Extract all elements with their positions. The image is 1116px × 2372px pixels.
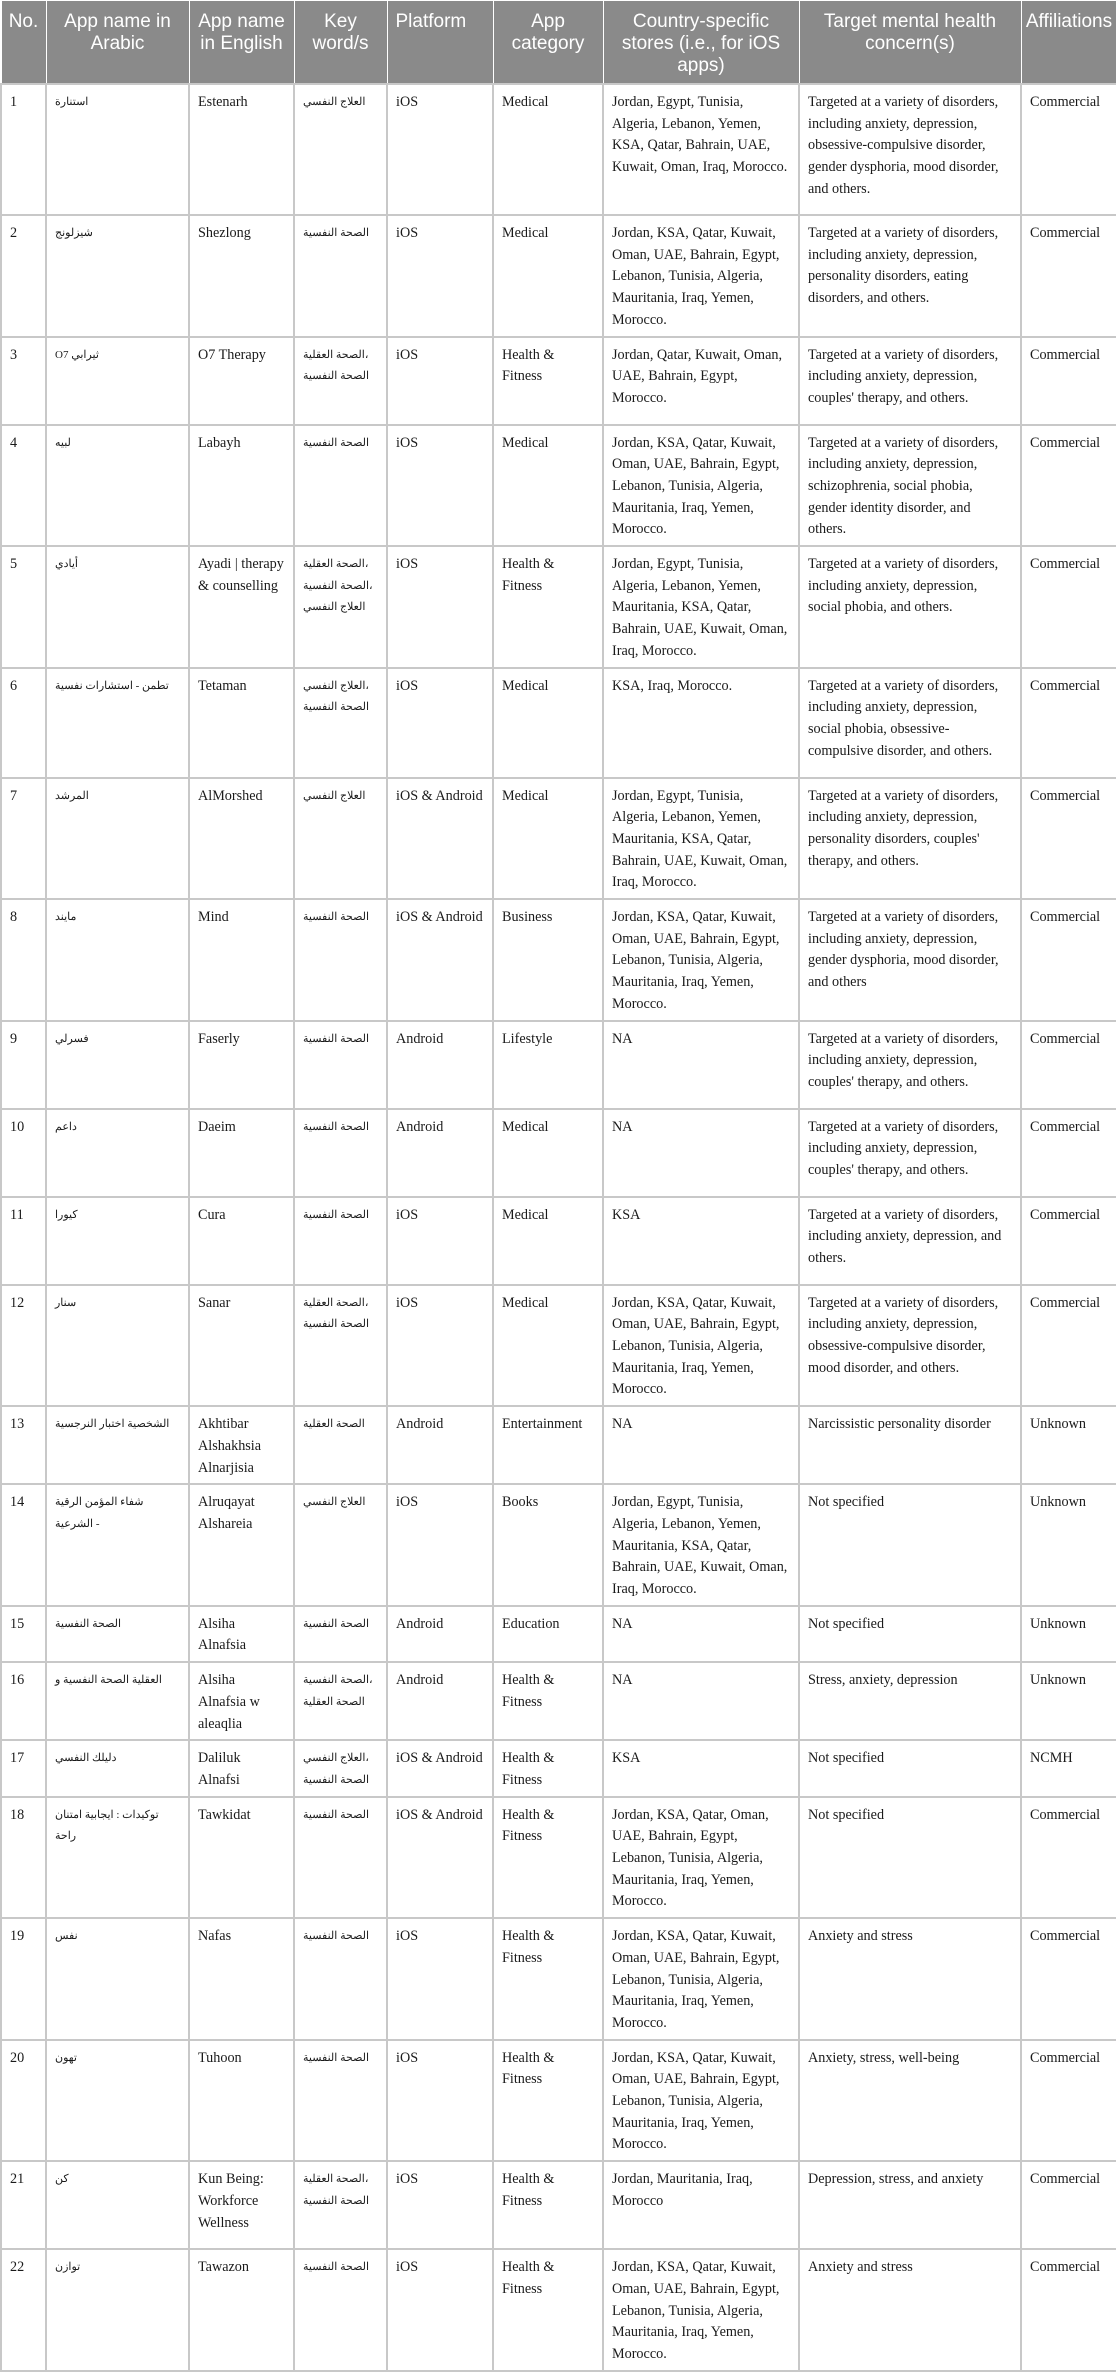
cell-keywords xyxy=(294,215,387,337)
keyword: العلاج النفسي xyxy=(303,96,366,108)
keyword: العلاج النفسي xyxy=(303,601,366,614)
cell-category: Medical xyxy=(493,1109,603,1197)
cell-category: Education xyxy=(493,1606,603,1662)
cell-affiliation: Commercial xyxy=(1021,1918,1116,2040)
keyword: الصحة العقلية، xyxy=(303,2173,369,2186)
cell-english-name: Shezlong xyxy=(189,215,294,337)
cell-platform: iOS xyxy=(387,546,493,668)
cell-stores: Jordan, KSA, Qatar, Kuwait, Oman, UAE, Bahrain, Egypt, Lebanon, Tunisia, Algeria, Mauritania, Iraq, Yemen, Morocco. xyxy=(603,425,799,547)
cell-keywords xyxy=(294,668,387,778)
cell-no: 19 xyxy=(1,1918,46,2040)
cell-target: Targeted at a variety of disorders, including anxiety, depression, and others. xyxy=(799,1197,1021,1285)
table-row xyxy=(1,546,1116,668)
cell-affiliation: Commercial xyxy=(1021,84,1116,215)
cell-no: 21 xyxy=(1,2161,46,2249)
cell-no: 18 xyxy=(1,1797,46,1919)
cell-no: 10 xyxy=(1,1109,46,1197)
cell-english-name: Alruqayat Alshareia xyxy=(189,1484,294,1606)
keyword: الصحة النفسية xyxy=(303,1617,370,1630)
cell-category: Medical xyxy=(493,84,603,215)
cell-no: 20 xyxy=(1,2040,46,2162)
cell-no: 11 xyxy=(1,1197,46,1285)
cell-category: Health & Fitness xyxy=(493,1740,603,1796)
cell-affiliation: Commercial xyxy=(1021,1197,1116,1285)
table-row xyxy=(1,215,1116,337)
table-row xyxy=(1,84,1116,215)
cell-stores: Jordan, Egypt, Tunisia, Algeria, Lebanon, Yemen, KSA, Qatar, Bahrain, UAE, Kuwait, Oman, Iraq, Morocco. xyxy=(603,84,799,215)
cell-keywords xyxy=(294,1406,387,1484)
keyword: الصحة النفسية، xyxy=(303,579,373,592)
cell-arabic-name: شيزلونج xyxy=(46,215,189,337)
cell-target: Targeted at a variety of disorders, including anxiety, depression, couples' therapy, and others. xyxy=(799,1021,1021,1109)
cell-affiliation: Commercial xyxy=(1021,778,1116,900)
table-row xyxy=(1,1484,1116,1606)
cell-stores: Jordan, KSA, Qatar, Kuwait, Oman, UAE, Bahrain, Egypt, Lebanon, Tunisia, Algeria, Mauritania, Iraq, Yemen, Morocco. xyxy=(603,1285,799,1407)
cell-arabic-name: نفس xyxy=(46,1918,189,2040)
table-row xyxy=(1,425,1116,547)
cell-arabic-name: O7 ثيرابي xyxy=(46,337,189,425)
cell-target: Targeted at a variety of disorders, including anxiety, depression, gender dysphoria, mood disorder, and others xyxy=(799,899,1021,1021)
cell-stores: Jordan, KSA, Qatar, Kuwait, Oman, UAE, Bahrain, Egypt, Lebanon, Tunisia, Algeria, Mauritania, Iraq, Yemen, Morocco. xyxy=(603,2040,799,2162)
keyword: الصحة العقلية xyxy=(303,1418,365,1431)
cell-target: Not specified xyxy=(799,1606,1021,1662)
cell-english-name: Faserly xyxy=(189,1021,294,1109)
cell-stores: Jordan, KSA, Qatar, Kuwait, Oman, UAE, Bahrain, Egypt, Lebanon, Tunisia, Algeria, Mauritania, Iraq, Yemen, Morocco. xyxy=(603,899,799,1021)
cell-affiliation: Commercial xyxy=(1021,2040,1116,2162)
cell-keywords xyxy=(294,1662,387,1740)
cell-no: 2 xyxy=(1,215,46,337)
header-keywords: Key word/s xyxy=(294,1,387,85)
cell-arabic-name: أيادي xyxy=(46,546,189,668)
cell-category: Health & Fitness xyxy=(493,1918,603,2040)
keyword: الصحة النفسية xyxy=(303,701,370,714)
header-affiliations: Affiliations xyxy=(1021,1,1116,85)
cell-english-name: Daliluk Alnafsi xyxy=(189,1740,294,1796)
keyword: العلاج النفسي xyxy=(303,789,366,802)
cell-english-name: Mind xyxy=(189,899,294,1021)
cell-target: Anxiety and stress xyxy=(799,2249,1021,2371)
cell-target: Targeted at a variety of disorders, including anxiety, depression, social phobia, and others. xyxy=(799,546,1021,668)
keyword: الصحة النفسية xyxy=(303,370,370,383)
cell-platform: Android xyxy=(387,1606,493,1662)
cell-platform: iOS xyxy=(387,2161,493,2249)
cell-arabic-name: كن xyxy=(46,2161,189,2249)
cell-category: Medical xyxy=(493,778,603,900)
cell-arabic-name: تطمن - استشارات نفسية xyxy=(46,668,189,778)
cell-affiliation: Commercial xyxy=(1021,1797,1116,1919)
cell-category: Lifestyle xyxy=(493,1021,603,1109)
keyword: الصحة العقلية، xyxy=(303,348,369,361)
cell-english-name: Daeim xyxy=(189,1109,294,1197)
cell-no: 1 xyxy=(1,84,46,215)
cell-target: Stress, anxiety, depression xyxy=(799,1662,1021,1740)
cell-keywords xyxy=(294,84,387,215)
cell-platform: iOS xyxy=(387,1918,493,2040)
cell-no: 5 xyxy=(1,546,46,668)
keyword: الصحة النفسية xyxy=(303,436,370,449)
cell-platform: Android xyxy=(387,1406,493,1484)
cell-target: Narcissistic personality disorder xyxy=(799,1406,1021,1484)
cell-target: Not specified xyxy=(799,1797,1021,1919)
cell-arabic-name: توكيدات : ايجابية امتنان راحة xyxy=(46,1797,189,1919)
cell-keywords xyxy=(294,899,387,1021)
cell-english-name: AlMorshed xyxy=(189,778,294,900)
table-row xyxy=(1,1740,1116,1796)
cell-category: Health & Fitness xyxy=(493,2040,603,2162)
cell-target: Depression, stress, and anxiety xyxy=(799,2161,1021,2249)
cell-target: Not specified xyxy=(799,1740,1021,1796)
keyword: الصحة النفسية xyxy=(303,1208,370,1221)
keyword: العلاج النفسي xyxy=(303,1496,366,1509)
cell-platform: iOS xyxy=(387,668,493,778)
cell-affiliation: Commercial xyxy=(1021,215,1116,337)
cell-category: Health & Fitness xyxy=(493,2161,603,2249)
cell-platform: iOS xyxy=(387,2249,493,2371)
cell-english-name: Alsiha Alnafsia xyxy=(189,1606,294,1662)
keyword: الصحة العقلية، xyxy=(303,1296,369,1309)
table-row xyxy=(1,1109,1116,1197)
cell-affiliation: Unknown xyxy=(1021,1662,1116,1740)
cell-keywords xyxy=(294,425,387,547)
cell-platform: iOS & Android xyxy=(387,899,493,1021)
cell-arabic-name: شفاء المؤمن الرقية الشرعية - xyxy=(46,1484,189,1606)
cell-arabic-name: المرشد xyxy=(46,778,189,900)
cell-affiliation: Unknown xyxy=(1021,1606,1116,1662)
cell-category: Business xyxy=(493,899,603,1021)
cell-no: 16 xyxy=(1,1662,46,1740)
cell-english-name: Cura xyxy=(189,1197,294,1285)
cell-stores: Jordan, Egypt, Tunisia, Algeria, Lebanon, Yemen, Mauritania, KSA, Qatar, Bahrain, UAE, Kuwait, Oman, Iraq, Morocco. xyxy=(603,1484,799,1606)
keyword: الصحة النفسية xyxy=(303,2261,370,2274)
cell-no: 15 xyxy=(1,1606,46,1662)
cell-english-name: Tawazon xyxy=(189,2249,294,2371)
cell-arabic-name: مايند xyxy=(46,899,189,1021)
cell-arabic-name: العقلية الصحة النفسية و xyxy=(46,1662,189,1740)
cell-no: 9 xyxy=(1,1021,46,1109)
cell-stores: Jordan, KSA, Qatar, Kuwait, Oman, UAE, Bahrain, Egypt, Lebanon, Tunisia, Algeria, Mauritania, Iraq, Yemen, Morocco. xyxy=(603,1918,799,2040)
cell-category: Health & Fitness xyxy=(493,546,603,668)
cell-affiliation: Commercial xyxy=(1021,1021,1116,1109)
table-row xyxy=(1,1285,1116,1407)
cell-no: 3 xyxy=(1,337,46,425)
keyword: الصحة النفسية xyxy=(303,1773,370,1786)
cell-category: Health & Fitness xyxy=(493,337,603,425)
cell-arabic-name: داعم xyxy=(46,1109,189,1197)
cell-category: Medical xyxy=(493,1197,603,1285)
keyword: الصحة العقلية، xyxy=(303,558,369,571)
cell-platform: iOS xyxy=(387,1197,493,1285)
table-row xyxy=(1,2161,1116,2249)
cell-platform: iOS xyxy=(387,84,493,215)
cell-english-name: Akhtibar Alshakhsia Alnarjisia xyxy=(189,1406,294,1484)
cell-english-name: Estenarh xyxy=(189,84,294,215)
cell-no: 22 xyxy=(1,2249,46,2371)
cell-target: Targeted at a variety of disorders, including anxiety, depression, obsessive-compulsive disorder, gender dysphoria, mood disorder, and others. xyxy=(799,84,1021,215)
cell-platform: iOS xyxy=(387,425,493,547)
cell-affiliation: Commercial xyxy=(1021,546,1116,668)
cell-category: Medical xyxy=(493,215,603,337)
cell-category: Books xyxy=(493,1484,603,1606)
table-row xyxy=(1,1197,1116,1285)
keyword: الصحة النفسية xyxy=(303,1318,370,1331)
cell-no: 7 xyxy=(1,778,46,900)
cell-stores: NA xyxy=(603,1406,799,1484)
cell-target: Targeted at a variety of disorders, including anxiety, depression, couples' therapy, and others. xyxy=(799,1109,1021,1197)
keyword: العلاج النفسي، xyxy=(303,679,369,692)
cell-affiliation: NCMH xyxy=(1021,1740,1116,1796)
cell-affiliation: Commercial xyxy=(1021,668,1116,778)
keyword: الصحة النفسية xyxy=(303,1808,370,1821)
cell-arabic-name: دليلك النفسي xyxy=(46,1740,189,1796)
table-body xyxy=(1,84,1116,2371)
cell-arabic-name: استنارة xyxy=(46,84,189,215)
cell-keywords xyxy=(294,1918,387,2040)
keyword: الصحة النفسية xyxy=(303,2051,370,2064)
table-row xyxy=(1,337,1116,425)
cell-keywords xyxy=(294,2249,387,2371)
cell-english-name: Ayadi | therapy & counselling xyxy=(189,546,294,668)
cell-keywords xyxy=(294,2040,387,2162)
cell-no: 4 xyxy=(1,425,46,547)
header-app-category: App category xyxy=(493,1,603,85)
cell-arabic-name: كيورا xyxy=(46,1197,189,1285)
cell-platform: Android xyxy=(387,1021,493,1109)
cell-arabic-name: الشخصية اختبار النرجسية xyxy=(46,1406,189,1484)
table-row xyxy=(1,1797,1116,1919)
cell-affiliation: Commercial xyxy=(1021,337,1116,425)
header-row xyxy=(1,1,1116,85)
cell-keywords xyxy=(294,1285,387,1407)
cell-platform: iOS xyxy=(387,1285,493,1407)
cell-stores: Jordan, Egypt, Tunisia, Algeria, Lebanon, Yemen, Mauritania, KSA, Qatar, Bahrain, UAE, Kuwait, Oman, Iraq, Morocco. xyxy=(603,778,799,900)
cell-platform: iOS xyxy=(387,2040,493,2162)
cell-platform: iOS & Android xyxy=(387,778,493,900)
cell-keywords xyxy=(294,1197,387,1285)
cell-english-name: Labayh xyxy=(189,425,294,547)
cell-arabic-name: تهون xyxy=(46,2040,189,2162)
cell-no: 14 xyxy=(1,1484,46,1606)
table-row xyxy=(1,899,1116,1021)
header-app-name-arabic: App name in Arabic xyxy=(46,1,189,85)
keyword: الصحة النفسية، xyxy=(303,1674,373,1687)
table-row xyxy=(1,1021,1116,1109)
cell-english-name: Tuhoon xyxy=(189,2040,294,2162)
keyword: الصحة النفسية xyxy=(303,2194,370,2207)
cell-category: Medical xyxy=(493,668,603,778)
cell-platform: Android xyxy=(387,1109,493,1197)
cell-platform: iOS xyxy=(387,337,493,425)
header-app-name-english: App name in English xyxy=(189,1,294,85)
cell-platform: iOS xyxy=(387,1484,493,1606)
cell-platform: iOS & Android xyxy=(387,1740,493,1796)
cell-stores: NA xyxy=(603,1109,799,1197)
cell-keywords xyxy=(294,546,387,668)
cell-keywords xyxy=(294,1606,387,1662)
cell-category: Health & Fitness xyxy=(493,1662,603,1740)
header-platform: Platform xyxy=(387,1,493,85)
keyword: الصحة النفسية xyxy=(303,1930,370,1943)
cell-english-name: Tetaman xyxy=(189,668,294,778)
cell-stores: Jordan, KSA, Qatar, Kuwait, Oman, UAE, Bahrain, Egypt, Lebanon, Tunisia, Algeria, Mauritania, Iraq, Yemen, Morocco. xyxy=(603,215,799,337)
table-row xyxy=(1,1406,1116,1484)
keyword: الصحة النفسية xyxy=(303,1120,370,1133)
cell-platform: iOS & Android xyxy=(387,1797,493,1919)
cell-english-name: Nafas xyxy=(189,1918,294,2040)
keyword: الصحة العقلية xyxy=(303,1695,365,1708)
cell-category: Medical xyxy=(493,1285,603,1407)
cell-affiliation: Commercial xyxy=(1021,425,1116,547)
cell-stores: KSA, Iraq, Morocco. xyxy=(603,668,799,778)
cell-keywords xyxy=(294,2161,387,2249)
cell-keywords xyxy=(294,1021,387,1109)
table-row xyxy=(1,668,1116,778)
keyword: الصحة النفسية xyxy=(303,911,370,924)
cell-category: Health & Fitness xyxy=(493,2249,603,2371)
cell-affiliation: Commercial xyxy=(1021,2249,1116,2371)
cell-category: Health & Fitness xyxy=(493,1797,603,1919)
cell-stores: Jordan, Mauritania, Iraq, Morocco xyxy=(603,2161,799,2249)
cell-stores: Jordan, KSA, Qatar, Oman, UAE, Bahrain, Egypt, Lebanon, Tunisia, Algeria, Mauritania, Iraq, Yemen, Morocco. xyxy=(603,1797,799,1919)
cell-arabic-name: الصحة النفسية xyxy=(46,1606,189,1662)
cell-keywords xyxy=(294,1109,387,1197)
keyword: الصحة النفسية xyxy=(303,227,370,239)
cell-english-name: Sanar xyxy=(189,1285,294,1407)
table-row xyxy=(1,1606,1116,1662)
cell-target: Anxiety, stress, well-being xyxy=(799,2040,1021,2162)
cell-english-name: O7 Therapy xyxy=(189,337,294,425)
cell-stores: KSA xyxy=(603,1197,799,1285)
header-country-stores: Country-specific stores (i.e., for iOS apps) xyxy=(603,1,799,85)
cell-target: Anxiety and stress xyxy=(799,1918,1021,2040)
cell-english-name: Tawkidat xyxy=(189,1797,294,1919)
header-no: No. xyxy=(1,1,46,85)
cell-arabic-name: توازن xyxy=(46,2249,189,2371)
cell-target: Targeted at a variety of disorders, including anxiety, depression, couples' therapy, and others. xyxy=(799,337,1021,425)
cell-keywords xyxy=(294,337,387,425)
cell-target: Targeted at a variety of disorders, including anxiety, depression, schizophrenia, social phobia, gender identity disorder, and others. xyxy=(799,425,1021,547)
cell-target: Targeted at a variety of disorders, including anxiety, depression, social phobia, obsessive-compulsive disorder, and others. xyxy=(799,668,1021,778)
cell-no: 12 xyxy=(1,1285,46,1407)
cell-affiliation: Commercial xyxy=(1021,1285,1116,1407)
cell-arabic-name: فسرلي xyxy=(46,1021,189,1109)
cell-keywords xyxy=(294,1484,387,1606)
table-row xyxy=(1,1918,1116,2040)
keyword: الصحة النفسية xyxy=(303,1032,370,1045)
cell-stores: NA xyxy=(603,1662,799,1740)
table-row xyxy=(1,778,1116,900)
cell-no: 8 xyxy=(1,899,46,1021)
cell-stores: NA xyxy=(603,1021,799,1109)
cell-keywords xyxy=(294,778,387,900)
cell-english-name: Kun Being: Workforce Wellness xyxy=(189,2161,294,2249)
cell-affiliation: Commercial xyxy=(1021,2161,1116,2249)
cell-arabic-name: سنار xyxy=(46,1285,189,1407)
cell-affiliation: Commercial xyxy=(1021,1109,1116,1197)
cell-affiliation: Commercial xyxy=(1021,899,1116,1021)
cell-target: Targeted at a variety of disorders, including anxiety, depression, obsessive-compulsive disorder, mood disorder, and others. xyxy=(799,1285,1021,1407)
table-row xyxy=(1,1662,1116,1740)
cell-affiliation: Unknown xyxy=(1021,1484,1116,1606)
cell-affiliation: Unknown xyxy=(1021,1406,1116,1484)
cell-platform: iOS xyxy=(387,215,493,337)
cell-stores: Jordan, KSA, Qatar, Kuwait, Oman, UAE, Bahrain, Egypt, Lebanon, Tunisia, Algeria, Mauritania, Iraq, Yemen, Morocco. xyxy=(603,2249,799,2371)
cell-target: Targeted at a variety of disorders, including anxiety, depression, personality disorders, eating disorders, and others. xyxy=(799,215,1021,337)
cell-category: Entertainment xyxy=(493,1406,603,1484)
cell-stores: KSA xyxy=(603,1740,799,1796)
table-row xyxy=(1,2249,1116,2371)
cell-target: Targeted at a variety of disorders, including anxiety, depression, personality disorders, couples' therapy, and others. xyxy=(799,778,1021,900)
cell-english-name: Alsiha Alnafsia w aleaqlia xyxy=(189,1662,294,1740)
cell-no: 17 xyxy=(1,1740,46,1796)
cell-no: 13 xyxy=(1,1406,46,1484)
header-target-concern: Target mental health concern(s) xyxy=(799,1,1021,85)
cell-stores: Jordan, Qatar, Kuwait, Oman, UAE, Bahrain, Egypt, Morocco. xyxy=(603,337,799,425)
cell-stores: Jordan, Egypt, Tunisia, Algeria, Lebanon, Yemen, Mauritania, KSA, Qatar, Bahrain, UAE, Kuwait, Oman, Iraq, Morocco. xyxy=(603,546,799,668)
cell-keywords xyxy=(294,1797,387,1919)
cell-no: 6 xyxy=(1,668,46,778)
keyword: العلاج النفسي، xyxy=(303,1752,369,1765)
cell-target: Not specified xyxy=(799,1484,1021,1606)
cell-platform: Android xyxy=(387,1662,493,1740)
cell-keywords xyxy=(294,1740,387,1796)
table-header xyxy=(1,1,1116,85)
table-row xyxy=(1,2040,1116,2162)
cell-arabic-name: لبيه xyxy=(46,425,189,547)
cell-stores: NA xyxy=(603,1606,799,1662)
cell-category: Medical xyxy=(493,425,603,547)
